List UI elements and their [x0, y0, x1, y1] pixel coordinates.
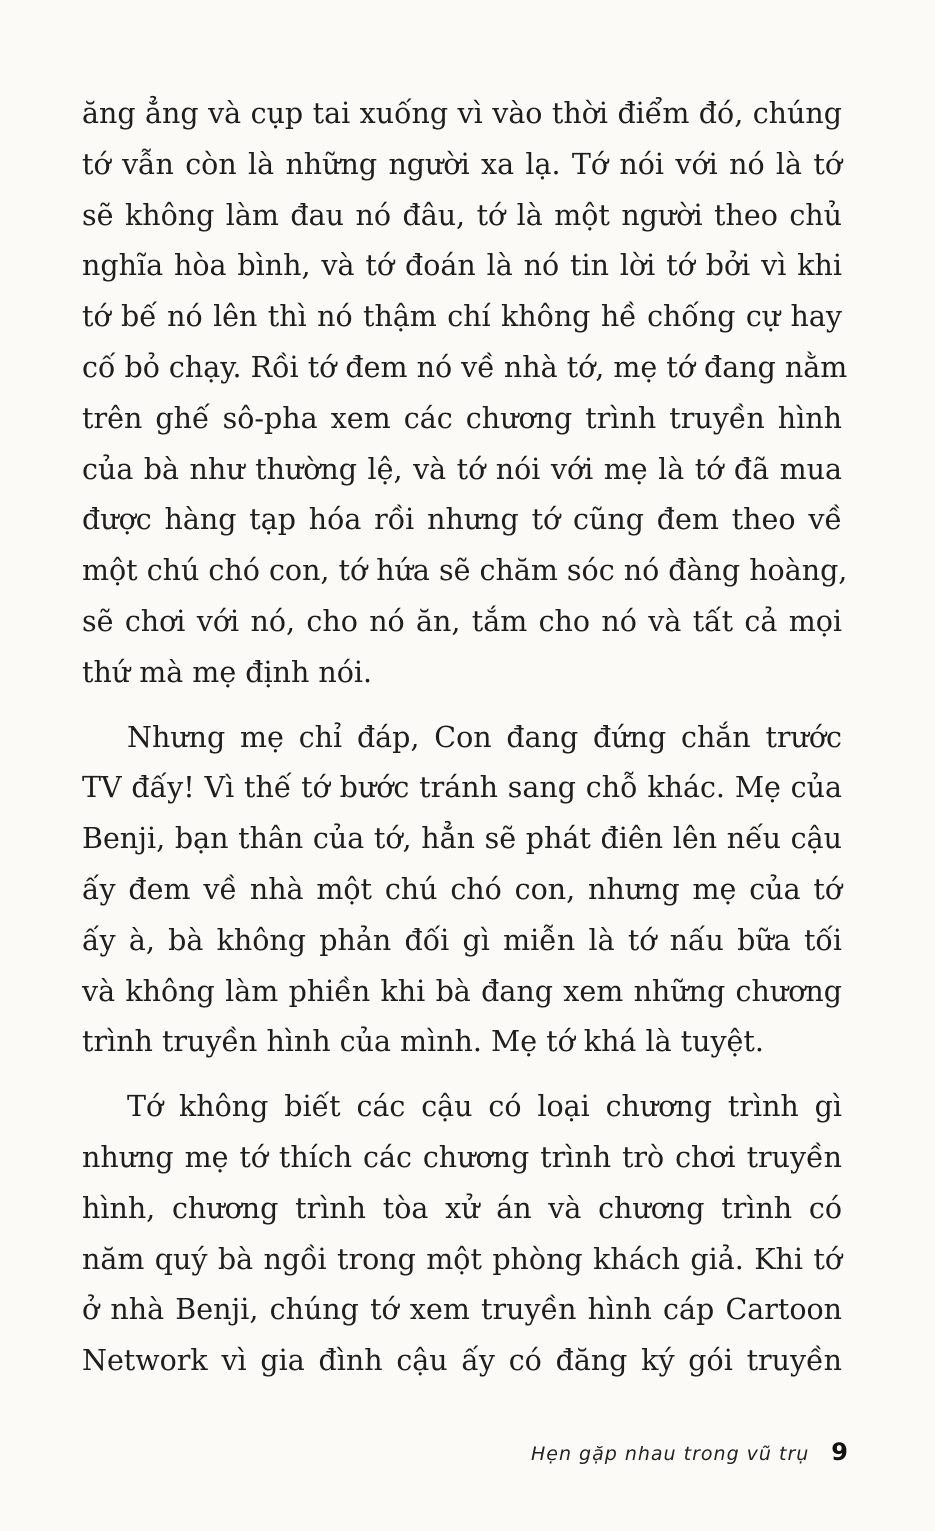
text-line: và không làm phiền khi bà đang xem những chương — [82, 974, 842, 1008]
text-line: năm quý bà ngồi trong một phòng khách giả. Khi tớ — [82, 1242, 842, 1276]
text-line: Tớ không biết các cậu có loại chương trình gì — [127, 1090, 842, 1124]
text-line: của bà như thường lệ, và tớ nói với mẹ là tớ đã mua — [82, 452, 842, 486]
paragraph-1 — [82, 89, 848, 699]
text-line: trên ghế sô-pha xem các chương trình truyền hình — [82, 401, 842, 435]
text-line: nhưng mẹ tớ thích các chương trình trò chơi truyền — [82, 1140, 842, 1174]
text-line: Nhưng mẹ chỉ đáp, Con đang đứng chắn trước — [127, 720, 842, 754]
page-footer — [531, 1438, 848, 1466]
paragraph-2 — [82, 713, 842, 1069]
text-line: một chú chó con, tớ hứa sẽ chăm sóc nó đàng hoàng, — [82, 554, 848, 588]
text-line: ở nhà Benji, chúng tớ xem truyền hình cáp Cartoon — [82, 1293, 842, 1327]
text-line: trình truyền hình của mình. Mẹ tớ khá là tuyệt. — [82, 1025, 764, 1059]
text-line: nghĩa hòa bình, và tớ đoán là nó tin lời tớ bởi vì khi — [82, 249, 842, 283]
page-number: 9 — [831, 1438, 848, 1466]
text-line: cố bỏ chạy. Rồi tớ đem nó về nhà tớ, mẹ tớ đang nằm — [82, 350, 848, 384]
text-line: sẽ không làm đau nó đâu, tớ là một người theo chủ — [82, 198, 842, 232]
text-line: Network vì gia đình cậu ấy có đăng ký gói truyền — [82, 1344, 842, 1378]
text-line: thứ mà mẹ định nói. — [82, 655, 373, 689]
text-line: tớ vẫn còn là những người xa lạ. Tớ nói với nó là tớ — [82, 147, 842, 181]
text-line: Benji, bạn thân của tớ, hẳn sẽ phát điên lên nếu cậu — [82, 822, 842, 856]
text-line: hình, chương trình tòa xử án và chương trình có — [82, 1191, 842, 1225]
text-line: ấy đem về nhà một chú chó con, nhưng mẹ của tớ — [82, 872, 842, 906]
text-line: ăng ẳng và cụp tai xuống vì vào thời điểm đó, chúng — [82, 97, 842, 130]
text-line: sẽ chơi với nó, cho nó ăn, tắm cho nó và tất cả mọi — [82, 604, 842, 638]
text-line: ấy à, bà không phản đối gì miễn là tớ nấu bữa tối — [82, 923, 842, 957]
paragraph-3 — [82, 1082, 842, 1387]
text-line: được hàng tạp hóa rồi nhưng tớ cũng đem theo về — [82, 503, 842, 537]
running-title: Hẹn gặp nhau trong vũ trụ — [530, 1443, 810, 1465]
text-line: TV đấy! Vì thế tớ bước tránh sang chỗ khác. Mẹ của — [82, 771, 842, 805]
text-line: tớ bế nó lên thì nó thậm chí không hề chống cự hay — [82, 300, 842, 334]
body-text — [82, 89, 848, 1401]
